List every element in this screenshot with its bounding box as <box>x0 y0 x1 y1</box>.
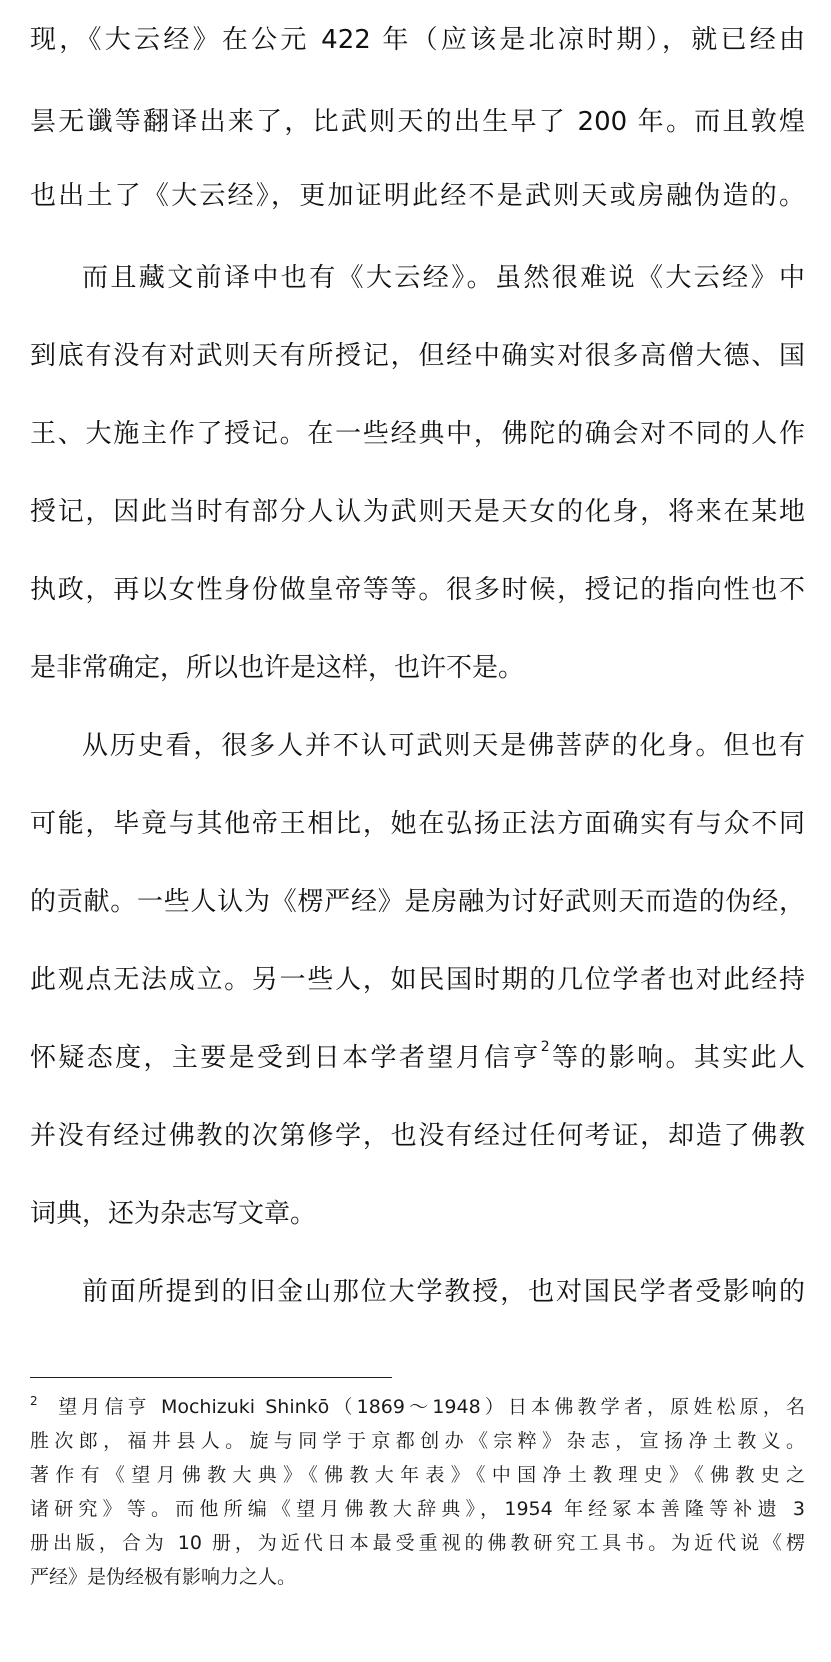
footnote-line-2: 胜次郎，福井县人。旋与同学于京都创办《宗粹》杂志，宣扬净土教义。 <box>30 1430 805 1452</box>
body-line-14-part-a: 怀疑态度，主要是受到日本学者望月信亨 <box>30 1043 541 1073</box>
body-line-15: 并没有经过佛教的次第修学，也没有经过任何考证，却造了佛教 <box>30 1121 805 1151</box>
body-line-14-part-b: 等的影响。其实此人 <box>549 1043 805 1073</box>
body-line-11: 可能，毕竟与其他帝王相比，她在弘扬正法方面确实有与众不同 <box>30 809 805 839</box>
footnote-marker: 2 <box>30 1394 38 1408</box>
footnote-line-3: 著作有《望月佛教大典》《佛教大年表》《中国净土教理史》《佛教史之 <box>30 1464 805 1486</box>
footnote-line-1-text: 望月信亨 Mochizuki Shinkō（1869～1948）日本佛教学者，原姓松原，名 <box>58 1396 805 1418</box>
body-line-1: 现，《大云经》在公元 422 年（应该是北凉时期），就已经由 <box>30 25 805 55</box>
body-line-8: 执政，再以女性身份做皇帝等等。很多时候，授记的指向性也不 <box>30 575 805 605</box>
footnote-reference[interactable]: 2 <box>540 1039 550 1055</box>
body-line-4: 而且藏文前译中也有《大云经》。虽然很难说《大云经》中 <box>82 263 805 293</box>
footnote-line-4: 诸研究》等。而他所编《望月佛教大辞典》，1954 年经冢本善隆等补遗 3 <box>30 1498 805 1520</box>
body-line-10: 从历史看，很多人并不认可武则天是佛菩萨的化身。但也有 <box>82 731 805 761</box>
body-line-3: 也出土了《大云经》，更加证明此经不是武则天或房融伪造的。 <box>30 181 805 211</box>
footnote-line-5: 册出版，合为 10 册，为近代日本最受重视的佛教研究工具书。为近代说《楞 <box>30 1532 805 1554</box>
body-line-5: 到底有没有对武则天有所授记，但经中确实对很多高僧大德、国 <box>30 341 805 371</box>
footnote-line-1 <box>30 1390 805 1424</box>
body-line-7: 授记，因此当时有部分人认为武则天是天女的化身，将来在某地 <box>30 497 805 527</box>
footnote-separator <box>30 1377 392 1378</box>
body-line-14 <box>30 1032 805 1084</box>
body-line-2: 昙无谶等翻译出来了，比武则天的出生早了 200 年。而且敦煌 <box>30 107 805 137</box>
footnote-line-6: 严经》是伪经极有影响力之人。 <box>30 1566 297 1588</box>
body-line-6: 王、大施主作了授记。在一些经典中，佛陀的确会对不同的人作 <box>30 419 805 449</box>
body-line-9: 是非常确定，所以也许是这样，也许不是。 <box>30 653 525 683</box>
body-line-13: 此观点无法成立。另一些人，如民国时期的几位学者也对此经持 <box>30 965 805 995</box>
body-line-12: 的贡献。一些人认为《楞严经》是房融为讨好武则天而造的伪经， <box>30 887 805 917</box>
body-line-16: 词典，还为杂志写文章。 <box>30 1199 317 1229</box>
body-line-17: 前面所提到的旧金山那位大学教授，也对国民学者受影响的 <box>82 1277 805 1307</box>
